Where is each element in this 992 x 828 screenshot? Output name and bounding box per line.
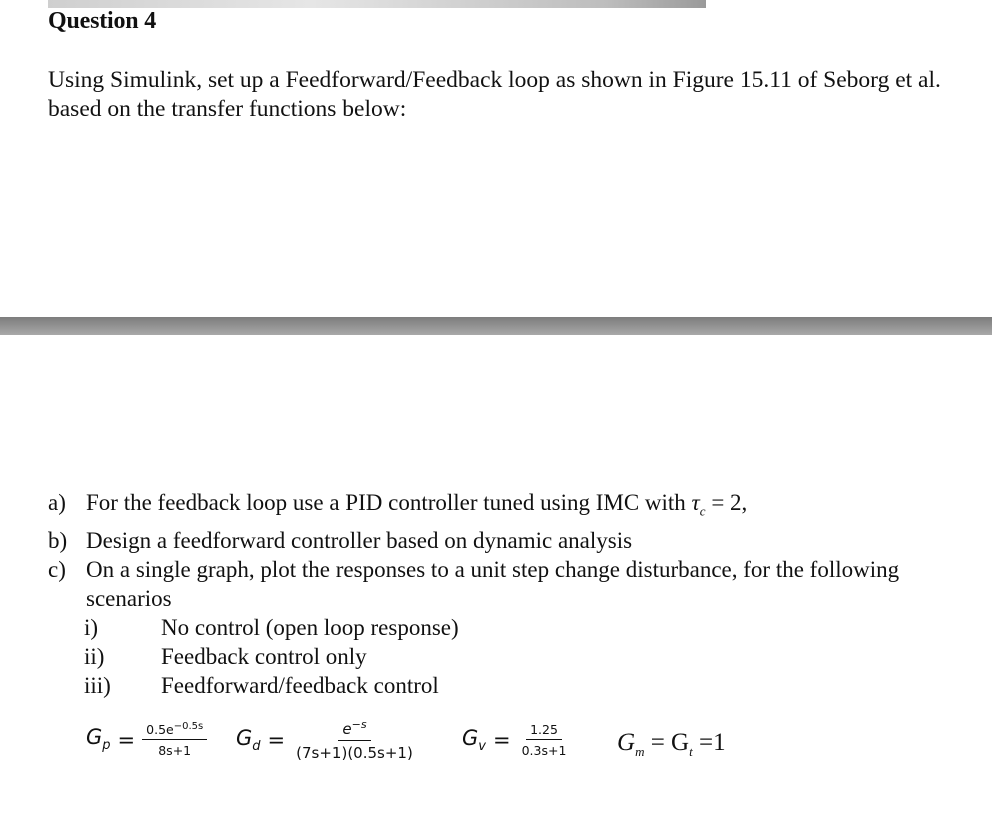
gd-symbol: $G_d$ [236,725,261,755]
question-heading: Question 4 [48,8,157,34]
part-c-text: On a single graph, plot the responses to a unit step change disturbance, for the following scenarios [86,556,900,611]
part-b-marker: b) [48,527,68,553]
gv-fraction: $\frac{1.25}{0.3s+1}$ [521,722,567,758]
part-a-text: For the feedback loop use a PID controller tuned using IMC with [86,490,686,515]
part-a [48,488,968,526]
part-c-marker: c) [48,556,66,582]
gt-subscript: t [689,744,693,759]
gp-fraction: $\frac{0.5e^{-0.5s}}{8s+1}$ [142,721,207,758]
part-b-text: Design a feedforward controller based on dynamic analysis [86,527,633,553]
part-b [48,526,968,555]
equation-gm-gt: $G_m = G_t =1$ [617,729,726,759]
scenario-item [84,671,968,700]
scenario-marker: ii) [84,643,105,669]
scenario-item [84,613,968,642]
scenario-text: Feedforward/feedback control [161,672,439,698]
equation-gp: $G_p$ = $\frac{0.5e^{-0.5s}}{8s+1}$ [86,721,207,758]
scenario-list [84,613,968,700]
scenario-text: Feedback control only [161,643,367,669]
scenario-text: No control (open loop response) [161,614,459,640]
scenario-item [84,642,968,671]
tau-c-symbol: $\tau_c$ [691,490,706,519]
equation-gd: $G_d$ = $\frac{e^{-s}}{(7s+1)(0.5s+1)}$ [236,718,417,762]
part-c [48,555,968,613]
cropped-top-strip [48,0,706,8]
section-divider [0,317,992,335]
scenario-marker: i) [84,614,99,640]
scenario-marker: iii) [84,672,111,698]
question-parts [48,488,968,700]
gd-fraction: $\frac{e^{-s}}{(7s+1)(0.5s+1)}$ [296,718,413,762]
part-a-marker: a) [48,490,66,515]
gp-symbol: $G_p$ [86,725,111,754]
equation-gv: $G_v$ = $\frac{1.25}{0.3s+1}$ [462,722,570,758]
question-intro: Using Simulink, set up a Feedforward/Feedback loop as shown in Figure 15.11 of Seborg et al. based on the transfer functions below: [48,67,941,122]
tau-c-value: = 2, [705,490,748,515]
gv-symbol: $G_v$ [462,725,486,755]
gm-symbol: $G_m$ [617,729,645,759]
